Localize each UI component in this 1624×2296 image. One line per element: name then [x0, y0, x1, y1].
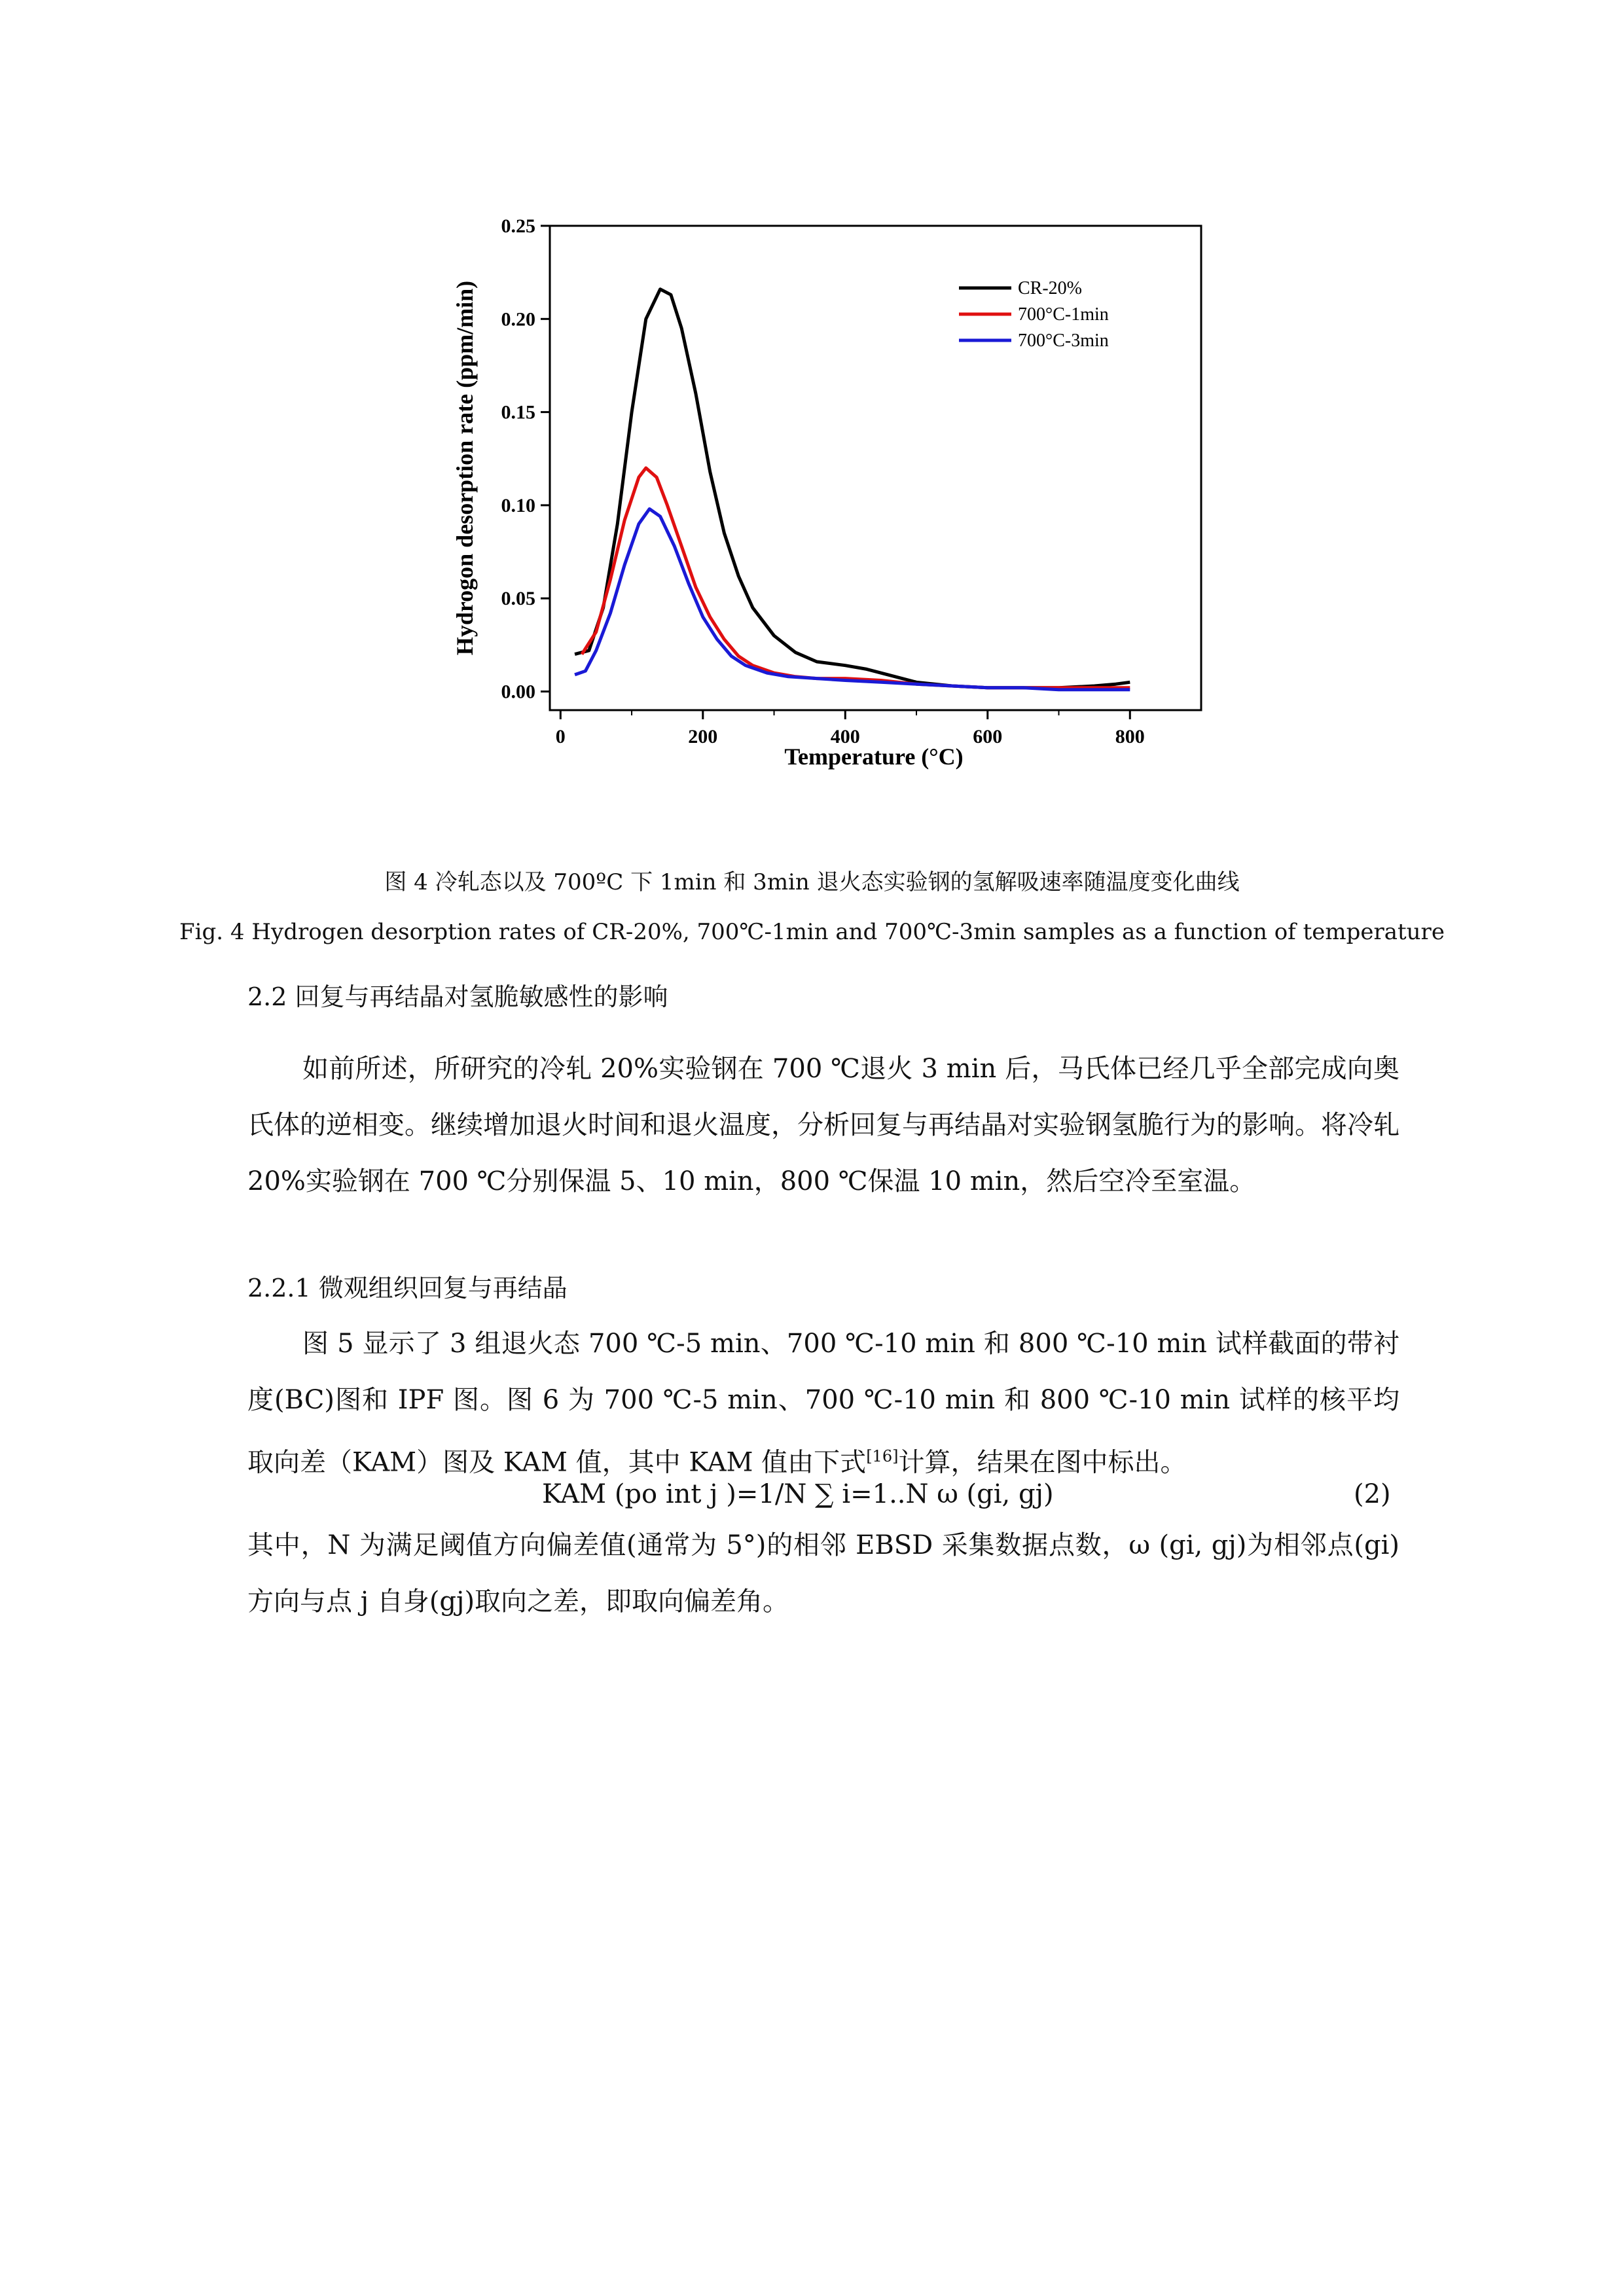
- section-heading-2-2-1: 2.2.1 微观组织回复与再结晶: [247, 1274, 568, 1302]
- paragraph-text-1: 图 5 显示了 3 组退火态 700 ℃-5 min、700 ℃-10 min 和 800 ℃-10 min 试样截面的带衬度(BC)图和 IPF 图。图 6 为 700 ℃-5 min、700 ℃-10 min 和 800 ℃-10 min 试样的核平均取向差（KAM）图及 KAM 值，其中 KAM 值由下式: [247, 1329, 1399, 1478]
- series-line-2: [582, 468, 1130, 688]
- figure-caption-en: Fig. 4 Hydrogen desorption rates of CR-20%, 700℃-1min and 700℃-3min samples as a function of temperature: [179, 919, 1445, 945]
- legend-label: CR-20%: [1018, 278, 1082, 298]
- x-tick-label: 600: [973, 726, 1003, 747]
- formula-explanation: 其中，N 为满足阈值方向偏差值(通常为 5°)的相邻 EBSD 采集数据点数，ω (gi, gj)为相邻点(gi)方向与点 j 自身(gj)取向之差，即取向偏差角。: [247, 1530, 1399, 1617]
- x-tick-label: 200: [688, 726, 718, 747]
- legend-label: 700°C-3min: [1018, 331, 1109, 351]
- y-tick-label: 0.10: [501, 494, 535, 516]
- figure-caption-zh: 图 4 冷轧态以及 700ºC 下 1min 和 3min 退火态实验钢的氢解吸速率随温度变化曲线: [384, 869, 1240, 895]
- y-tick-label: 0.25: [501, 215, 535, 237]
- legend: [959, 278, 1109, 351]
- y-tick-label: 0.05: [501, 588, 535, 610]
- legend-label: 700°C-1min: [1018, 304, 1109, 325]
- series-line-3: [575, 509, 1130, 690]
- x-axis-label: Temperature (°C): [784, 744, 964, 770]
- y-tick-label: 0.15: [501, 401, 535, 423]
- section-heading-2-2: 2.2 回复与再结晶对氢脆敏感性的影响: [247, 982, 668, 1011]
- formula-number: (2): [1354, 1479, 1391, 1509]
- section-2-2-1-paragraph: [247, 1316, 1399, 1490]
- y-tick-label: 0.00: [501, 681, 535, 703]
- reference-16: [16]: [866, 1447, 899, 1465]
- paragraph-text-2: 计算，结果在图中标出。: [898, 1447, 1187, 1478]
- tds-chart: [0, 0, 1624, 798]
- kam-formula: KAM (po int j )=1/N ∑ i=1..N ω (gi, gj): [542, 1479, 1054, 1509]
- x-tick-label: 0: [555, 726, 566, 747]
- y-tick-label: 0.20: [501, 308, 535, 331]
- x-tick-label: 400: [830, 726, 860, 747]
- x-tick-label: 800: [1115, 726, 1145, 747]
- section-2-2-paragraph: 如前所述，所研究的冷轧 20%实验钢在 700 ℃退火 3 min 后，马氏体已经几乎全部完成向奥氏体的逆相变。继续增加退火时间和退火温度，分析回复与再结晶对实验钢氢脆行为的影响。将冷轧 20%实验钢在 700 ℃分别保温 5、10 min，800 ℃保温 10 min，然后空冷至室温。: [247, 1054, 1399, 1196]
- y-axis-label: Hydrogon desorption rate (ppm/min): [452, 280, 478, 656]
